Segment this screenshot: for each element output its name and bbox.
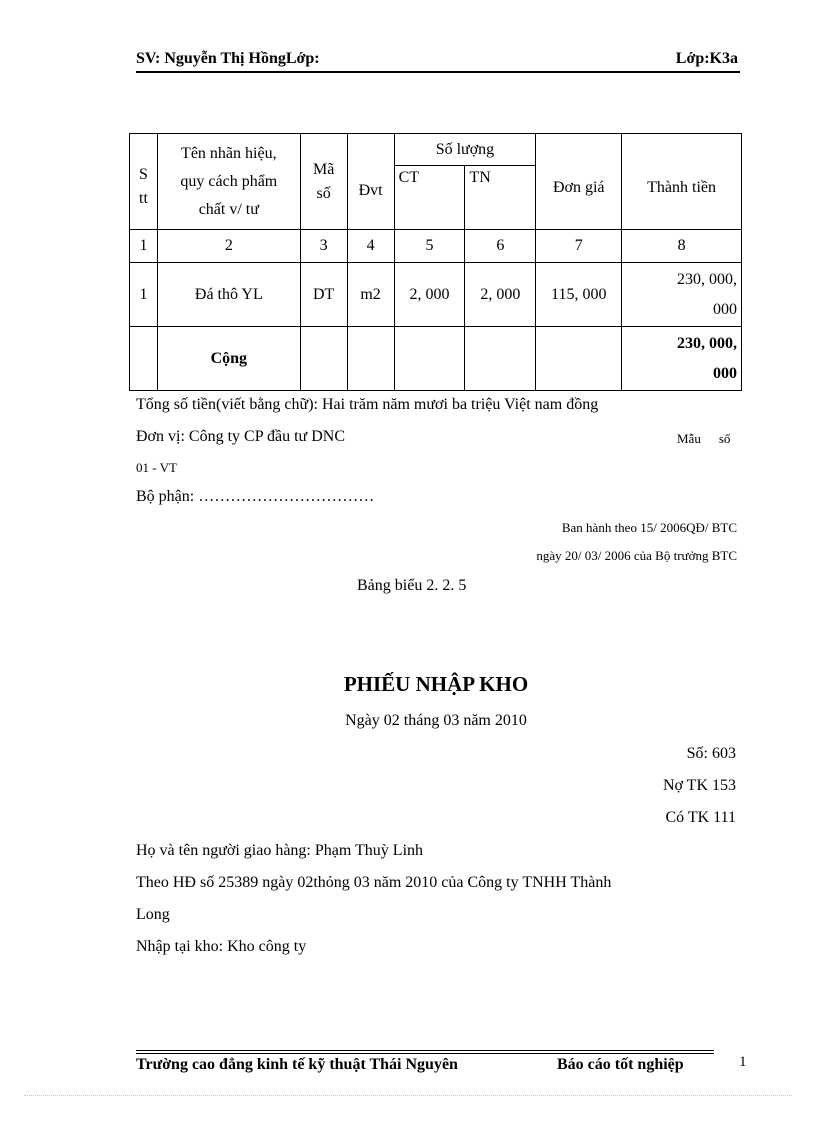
debit-account: Nợ TK 153 [662, 777, 736, 794]
item-price: 115, 000 [536, 263, 622, 327]
footer-divider [136, 1053, 714, 1054]
header-unit: Đvt [347, 134, 394, 230]
deliverer: Họ và tên người giao hàng: Phạm Thuỳ Linh [136, 842, 424, 859]
item-tn: 2, 000 [465, 263, 536, 327]
credit-account: Có TK 111 [665, 809, 736, 826]
item-total: 230, 000, 000 [622, 263, 742, 327]
page-title: PHIẾU NHẬP KHO [343, 672, 529, 696]
index-cell: 4 [347, 230, 394, 263]
header-student: SV: Nguyễn Thị HồngLớp: [136, 50, 320, 67]
header-name: Tên nhãn hiệu, quy cách phẩm chất v/ tư [157, 134, 300, 230]
department-line: Bộ phận: …………………………… [136, 488, 375, 505]
item-ct: 2, 000 [394, 263, 465, 327]
unit-line: Đơn vị: Công ty CP đầu tư DNC [136, 428, 345, 445]
item-unit: m2 [347, 263, 394, 327]
form-label: Mẫu số [677, 431, 731, 446]
table-caption: Bảng biểu 2. 2. 5 [357, 577, 467, 594]
index-cell: 5 [394, 230, 465, 263]
index-cell: 2 [157, 230, 300, 263]
header-class: Lớp:K3a [675, 50, 738, 67]
warehouse: Nhập tại kho: Kho công ty [136, 938, 307, 955]
item-name: Đá thô YL [157, 263, 300, 327]
header-divider [136, 71, 740, 73]
header-tn: TN [465, 166, 536, 230]
form-code: 01 - VT [136, 460, 177, 475]
index-cell: 1 [130, 230, 158, 263]
index-cell: 8 [622, 230, 742, 263]
contract-line-2: Long [136, 906, 170, 923]
header-ct: CT [394, 166, 465, 230]
header-code: Mã số [300, 134, 347, 230]
header-price: Đơn giá [536, 134, 622, 230]
header-quantity: Số lượng [394, 134, 536, 166]
header-total: Thành tiền [622, 134, 742, 230]
index-cell: 6 [465, 230, 536, 263]
item-stt: 1 [130, 263, 158, 327]
receipt-number: Số: 603 [686, 745, 736, 762]
footer-school: Trường cao đẳng kinh tế kỹ thuật Thái Nguyên [136, 1056, 458, 1073]
table-row [130, 263, 742, 327]
sum-label: Cộng [157, 327, 300, 391]
sum-total: 230, 000, 000 [622, 327, 742, 391]
page-edge [24, 1095, 792, 1096]
amount-in-words: Tổng số tiền(viết bằng chữ): Hai trăm năm mươi ba triệu Việt nam đồng [136, 396, 599, 413]
page-number: 1 [739, 1054, 747, 1070]
header-stt: S tt [130, 134, 158, 230]
index-cell: 7 [536, 230, 622, 263]
footer-report: Báo cáo tốt nghiệp [557, 1056, 684, 1073]
contract-line-1: Theo HĐ số 25389 ngày 02thỏng 03 năm 2010 của Công ty TNHH Thành [136, 874, 612, 891]
sum-row [130, 327, 742, 391]
issued-line-1: Ban hành theo 15/ 2006QĐ/ BTC [561, 520, 737, 535]
receipt-date: Ngày 02 tháng 03 năm 2010 [345, 712, 527, 729]
issued-line-2: ngày 20/ 03/ 2006 của Bộ trưởng BTC [536, 548, 737, 563]
footer-divider [136, 1050, 714, 1051]
goods-table [129, 133, 742, 391]
item-code: DT [300, 263, 347, 327]
index-cell: 3 [300, 230, 347, 263]
